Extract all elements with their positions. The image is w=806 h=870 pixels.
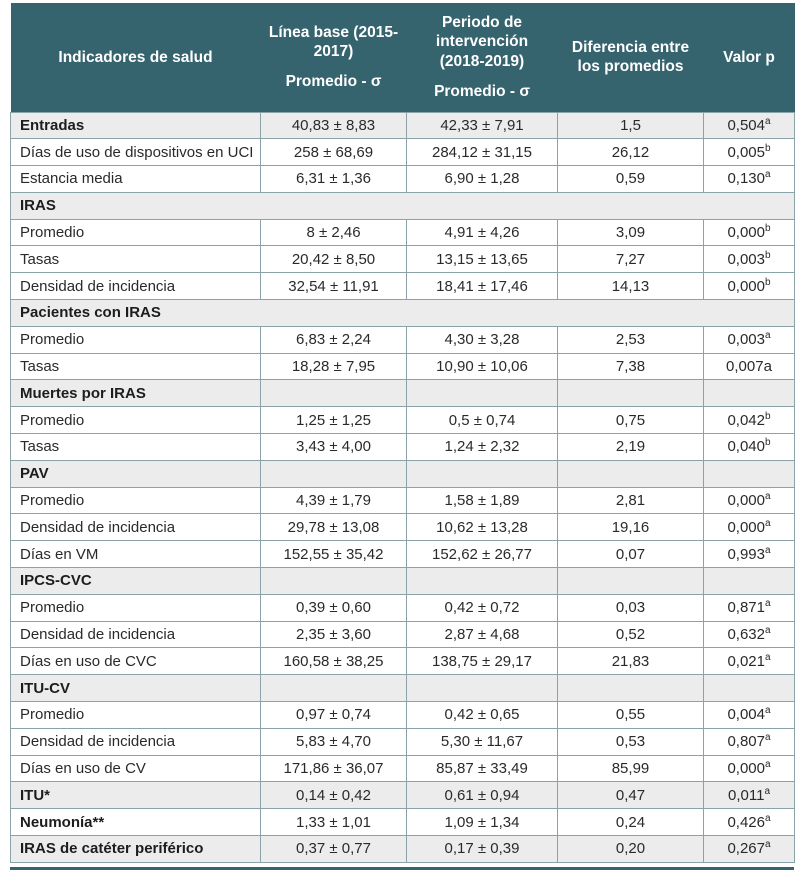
row-label: Días en VM [11, 541, 261, 568]
table-row [11, 755, 795, 782]
table-row [11, 273, 795, 300]
intervention-cell [407, 675, 558, 702]
row-label: Tasas [11, 434, 261, 461]
baseline-cell [261, 568, 407, 595]
row-label: Días de uso de dispositivos en UCI [11, 139, 261, 166]
intervention-cell: 4,91 ± 4,26 [407, 219, 558, 246]
intervention-cell [407, 460, 558, 487]
difference-cell: 2,53 [558, 326, 704, 353]
section-row [11, 192, 795, 219]
health-indicators-table [10, 3, 795, 863]
table-row [11, 407, 795, 434]
baseline-cell: 0,97 ± 0,74 [261, 702, 407, 729]
p-value-cell: 0,003$^a$ [704, 326, 795, 353]
p-value-cell: 0,021$^a$ [704, 648, 795, 675]
p-value-cell: 0,000$^b$ [704, 273, 795, 300]
table-row [11, 246, 795, 273]
difference-cell: 85,99 [558, 755, 704, 782]
intervention-cell: 18,41 ± 17,46 [407, 273, 558, 300]
table-row [11, 728, 795, 755]
intervention-cell: 6,90 ± 1,28 [407, 166, 558, 193]
col-header-periodo-intervencion-sub: Promedio - σ [434, 83, 530, 101]
p-value-cell: 0,807$^a$ [704, 728, 795, 755]
col-header-indicadores [11, 3, 261, 112]
baseline-cell: 1,33 ± 1,01 [261, 809, 407, 836]
row-label: Promedio [11, 487, 261, 514]
col-header-valor-p-label: Valor p [723, 48, 775, 66]
intervention-cell: 10,62 ± 13,28 [407, 514, 558, 541]
col-header-linea-base [261, 3, 407, 112]
col-header-valor-p [704, 3, 795, 112]
col-header-linea-base-sub: Promedio - σ [285, 73, 382, 91]
p-value-cell: 0,004$^a$ [704, 702, 795, 729]
baseline-cell: 0,14 ± 0,42 [261, 782, 407, 809]
intervention-cell: 5,30 ± 11,67 [407, 728, 558, 755]
row-label: Densidad de incidencia [11, 514, 261, 541]
row-label: Promedio [11, 326, 261, 353]
row-label: Densidad de incidencia [11, 621, 261, 648]
difference-cell [558, 460, 704, 487]
row-label: ITU* [11, 782, 261, 809]
baseline-cell: 20,42 ± 8,50 [261, 246, 407, 273]
row-label: Tasas [11, 246, 261, 273]
intervention-cell: 4,30 ± 3,28 [407, 326, 558, 353]
intervention-cell [407, 568, 558, 595]
row-label: PAV [11, 460, 261, 487]
table-row [11, 219, 795, 246]
table-row [11, 139, 795, 166]
intervention-cell [407, 380, 558, 407]
row-label: Tasas [11, 353, 261, 380]
intervention-cell: 0,5 ± 0,74 [407, 407, 558, 434]
difference-cell [558, 380, 704, 407]
baseline-cell: 6,31 ± 1,36 [261, 166, 407, 193]
baseline-cell [261, 460, 407, 487]
table-row [11, 112, 795, 139]
section-row [11, 460, 795, 487]
p-value-cell: 0,000$^a$ [704, 514, 795, 541]
row-label: Promedio [11, 702, 261, 729]
difference-cell [558, 568, 704, 595]
intervention-cell: 284,12 ± 31,15 [407, 139, 558, 166]
baseline-cell: 0,39 ± 0,60 [261, 594, 407, 621]
table-row [11, 326, 795, 353]
p-value-cell: 0,000$^a$ [704, 487, 795, 514]
p-value-cell: 0,005$^b$ [704, 139, 795, 166]
row-label: Pacientes con IRAS [11, 300, 795, 327]
table-row [11, 621, 795, 648]
baseline-cell: 3,43 ± 4,00 [261, 434, 407, 461]
baseline-cell: 171,86 ± 36,07 [261, 755, 407, 782]
section-row [11, 300, 795, 327]
table-row [11, 782, 795, 809]
baseline-cell: 1,25 ± 1,25 [261, 407, 407, 434]
baseline-cell: 4,39 ± 1,79 [261, 487, 407, 514]
intervention-cell: 0,17 ± 0,39 [407, 836, 558, 863]
baseline-cell: 29,78 ± 13,08 [261, 514, 407, 541]
intervention-cell: 1,58 ± 1,89 [407, 487, 558, 514]
col-header-linea-base-title: Línea base (2015-2017) [268, 23, 399, 61]
p-value-cell: 0,504$^a$ [704, 112, 795, 139]
difference-cell: 7,38 [558, 353, 704, 380]
difference-cell: 7,27 [558, 246, 704, 273]
table-row [11, 541, 795, 568]
p-value-cell [704, 675, 795, 702]
table-row [11, 594, 795, 621]
baseline-cell: 0,37 ± 0,77 [261, 836, 407, 863]
row-label: Promedio [11, 594, 261, 621]
row-label: Neumonía** [11, 809, 261, 836]
p-value-cell: 0,000$^a$ [704, 755, 795, 782]
difference-cell: 19,16 [558, 514, 704, 541]
row-label: Promedio [11, 219, 261, 246]
baseline-cell: 6,83 ± 2,24 [261, 326, 407, 353]
row-label: Densidad de incidencia [11, 728, 261, 755]
row-label: Días en uso de CVC [11, 648, 261, 675]
baseline-cell: 5,83 ± 4,70 [261, 728, 407, 755]
row-label: Estancia media [11, 166, 261, 193]
p-value-cell [704, 380, 795, 407]
baseline-cell [261, 380, 407, 407]
intervention-cell: 1,24 ± 2,32 [407, 434, 558, 461]
difference-cell: 0,03 [558, 594, 704, 621]
difference-cell: 3,09 [558, 219, 704, 246]
difference-cell [558, 675, 704, 702]
difference-cell: 1,5 [558, 112, 704, 139]
col-header-periodo-intervencion [407, 3, 558, 112]
table-row [11, 702, 795, 729]
header-row [11, 3, 795, 112]
difference-cell: 0,55 [558, 702, 704, 729]
intervention-cell: 0,42 ± 0,65 [407, 702, 558, 729]
intervention-cell: 10,90 ± 10,06 [407, 353, 558, 380]
baseline-cell: 160,58 ± 38,25 [261, 648, 407, 675]
table-row [11, 487, 795, 514]
difference-cell: 14,13 [558, 273, 704, 300]
row-label: Densidad de incidencia [11, 273, 261, 300]
difference-cell: 21,83 [558, 648, 704, 675]
baseline-cell: 32,54 ± 11,91 [261, 273, 407, 300]
difference-cell: 0,20 [558, 836, 704, 863]
difference-cell: 0,07 [558, 541, 704, 568]
section-row [11, 675, 795, 702]
table-row [11, 809, 795, 836]
row-label: IRAS [11, 192, 795, 219]
p-value-cell: 0,042$^b$ [704, 407, 795, 434]
p-value-cell: 0,632$^a$ [704, 621, 795, 648]
row-label: Promedio [11, 407, 261, 434]
p-value-cell: 0,871$^a$ [704, 594, 795, 621]
difference-cell: 26,12 [558, 139, 704, 166]
p-value-cell: 0,000$^b$ [704, 219, 795, 246]
difference-cell: 0,47 [558, 782, 704, 809]
table-row [11, 166, 795, 193]
intervention-cell: 1,09 ± 1,34 [407, 809, 558, 836]
row-label: IPCS-CVC [11, 568, 261, 595]
section-row [11, 568, 795, 595]
p-value-cell [704, 460, 795, 487]
col-header-diferencia [558, 3, 704, 112]
table-row [11, 434, 795, 461]
difference-cell: 0,75 [558, 407, 704, 434]
row-label: Muertes por IRAS [11, 380, 261, 407]
intervention-cell: 2,87 ± 4,68 [407, 621, 558, 648]
table-row [11, 836, 795, 863]
p-value-cell: 0,003$^b$ [704, 246, 795, 273]
row-label: Días en uso de CV [11, 755, 261, 782]
intervention-cell: 152,62 ± 26,77 [407, 541, 558, 568]
bottom-rule [10, 867, 794, 870]
intervention-cell: 85,87 ± 33,49 [407, 755, 558, 782]
baseline-cell: 8 ± 2,46 [261, 219, 407, 246]
p-value-cell: 0,007a [704, 353, 795, 380]
col-header-indicadores-label: Indicadores de salud [58, 48, 213, 66]
p-value-cell: 0,040$^b$ [704, 434, 795, 461]
difference-cell: 0,24 [558, 809, 704, 836]
table-row [11, 353, 795, 380]
col-header-periodo-intervencion-title: Periodo de intervención (2018-2019) [435, 14, 529, 70]
baseline-cell: 152,55 ± 35,42 [261, 541, 407, 568]
section-row [11, 380, 795, 407]
difference-cell: 0,53 [558, 728, 704, 755]
baseline-cell: 40,83 ± 8,83 [261, 112, 407, 139]
baseline-cell [261, 675, 407, 702]
p-value-cell: 0,011$^a$ [704, 782, 795, 809]
baseline-cell: 18,28 ± 7,95 [261, 353, 407, 380]
difference-cell: 0,59 [558, 166, 704, 193]
difference-cell: 0,52 [558, 621, 704, 648]
table-row [11, 514, 795, 541]
p-value-cell: 0,267$^a$ [704, 836, 795, 863]
row-label: IRAS de catéter periférico [11, 836, 261, 863]
p-value-cell: 0,993$^a$ [704, 541, 795, 568]
row-label: Entradas [11, 112, 261, 139]
difference-cell: 2,81 [558, 487, 704, 514]
intervention-cell: 0,42 ± 0,72 [407, 594, 558, 621]
p-value-cell: 0,426$^a$ [704, 809, 795, 836]
intervention-cell: 42,33 ± 7,91 [407, 112, 558, 139]
col-header-diferencia-label: Diferencia entre los promedios [571, 38, 690, 76]
table-row [11, 648, 795, 675]
p-value-cell: 0,130$^a$ [704, 166, 795, 193]
p-value-cell [704, 568, 795, 595]
intervention-cell: 0,61 ± 0,94 [407, 782, 558, 809]
intervention-cell: 13,15 ± 13,65 [407, 246, 558, 273]
baseline-cell: 258 ± 68,69 [261, 139, 407, 166]
row-label: ITU-CV [11, 675, 261, 702]
baseline-cell: 2,35 ± 3,60 [261, 621, 407, 648]
difference-cell: 2,19 [558, 434, 704, 461]
intervention-cell: 138,75 ± 29,17 [407, 648, 558, 675]
